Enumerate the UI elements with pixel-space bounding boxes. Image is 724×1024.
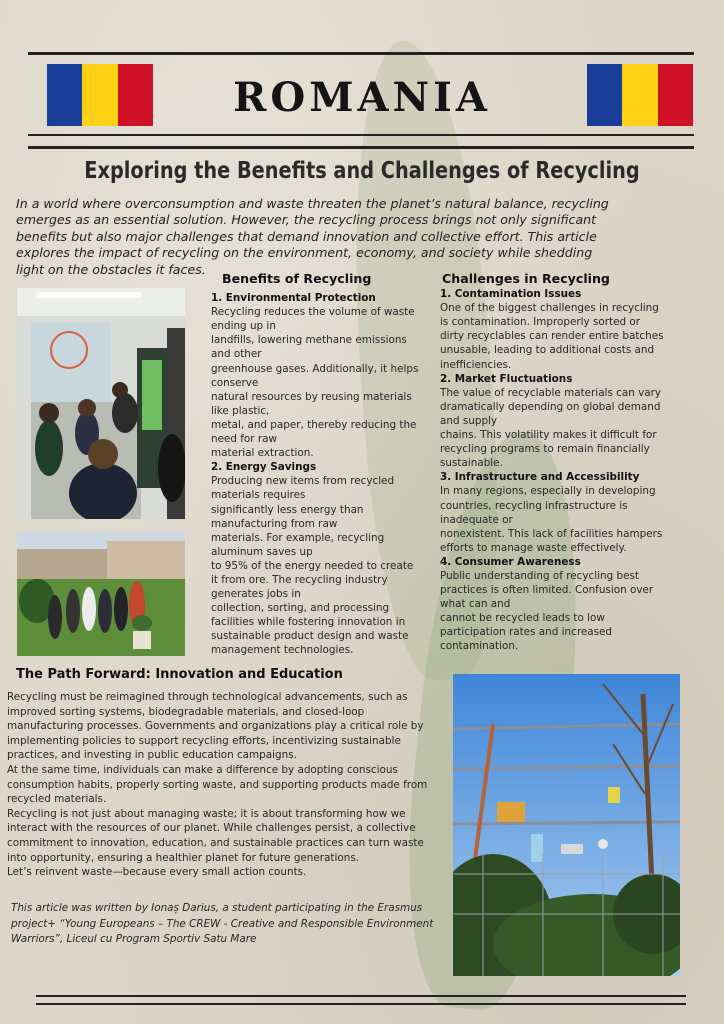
footer-rule-double (36, 1003, 686, 1005)
header-rule (28, 134, 694, 136)
benefit-title: 1. Environmental Protection (211, 292, 376, 305)
intro-paragraph: In a world where overconsumption and waste threaten the planet’s natural balance, recycling emerges as an essential solution. However, the recycling process brings not only significant benefits but also major challenges that demand innovation and collective effort. This article explores the impact of recycling on the environment, economy, and society while shedding light on the obstacles it faces. (16, 196, 609, 277)
page-title: ROMANIA (233, 74, 491, 121)
classroom-recycling-photo (17, 288, 185, 519)
challenge-title: 1. Contamination Issues (440, 288, 582, 301)
path-forward-paragraph: Recycling must be reimagined through technological advancements, such as improved sorting systems, biodegradable materials, and closed-loop manufacturing processes. Governments and organizations play a critical role by implementing policies to support recycling efforts, incentivizing sustainable practices, and investing in public education campaigns. (7, 691, 424, 762)
students-planting-photo (17, 531, 185, 656)
path-forward-paragraph: Recycling is not just about managing waste; it is about transforming how we interact with the resources of our planet. While challenges persist, a collective commitment to innovation, education, and sustainable practices can turn waste into opportunity, ensuring a healthier planet for future generations. (7, 807, 424, 864)
challenges-heading: Challenges in Recycling (442, 271, 610, 286)
benefit-text: Producing new items from recycled materials requires significantly less energy than manufacturing from raw materials. For example, recycling aluminum saves up to 95% of the energy needed to create it from ore. The recycling industry generates jobs in collection, sorting, and processing facilities while fostering innovation in sustainable product design and waste management technologies. (211, 475, 414, 657)
benefit-title: 2. Energy Savings (211, 461, 317, 474)
top-rule (28, 52, 694, 55)
recycled-bird-feeders-photo (453, 674, 680, 976)
footer-rule (36, 995, 686, 997)
challenge-title: 4. Consumer Awareness (440, 555, 581, 568)
article-headline: Exploring the Benefits and Challenges of Recycling (84, 158, 640, 184)
path-forward-paragraph: At the same time, individuals can make a difference by adopting conscious consumption habits, properly sorting waste, and supporting products made from recycled materials. (7, 763, 428, 806)
path-forward-heading: The Path Forward: Innovation and Education (16, 667, 343, 682)
challenge-title: 2. Market Fluctuations (440, 372, 573, 385)
challenge-title: 3. Infrastructure and Accessibility (440, 471, 640, 484)
challenge-text: Public understanding of recycling best practices is often limited. Confusion over what can and cannot be recycled leads to low participation rates and increased contamination. (440, 569, 654, 653)
challenges-section (440, 272, 666, 654)
benefit-text: Recycling reduces the volume of waste ending up in landfills, lowering methane emissions and other greenhouse gases. Additionally, it helps conserve natural resources by reusing materials like plastic, metal, and paper, thereby reducing the need for raw material extraction. (211, 306, 419, 460)
author-credit: This article was written by Ionaș Darius, a student participating in the Erasmus project+ “Young Europeans – The CREW - Creative and Responsible Environment Warriors”, Liceul cu Program Sportiv Satu Mare (11, 902, 434, 945)
challenge-text: The value of recyclable materials can vary dramatically depending on global demand and supply chains. This volatility makes it difficult for recycling programs to remain financially sustainable. (440, 386, 662, 470)
header-rule-double (28, 146, 694, 149)
path-forward-paragraph: Let’s reinvent waste—because every small action counts. (7, 866, 307, 879)
path-forward-body (7, 690, 432, 880)
benefits-heading: Benefits of Recycling (222, 271, 372, 286)
benefits-section (211, 272, 423, 658)
challenge-text: One of the biggest challenges in recycling is contamination. Improperly sorted or dirty recyclables can render entire batches unusable, leading to additional costs and inefficiencies. (440, 302, 664, 371)
challenge-text: In many regions, especially in developing countries, recycling infrastructure is inadequate or nonexistent. This lack of facilities hampers efforts to manage waste effectively. (440, 485, 663, 554)
